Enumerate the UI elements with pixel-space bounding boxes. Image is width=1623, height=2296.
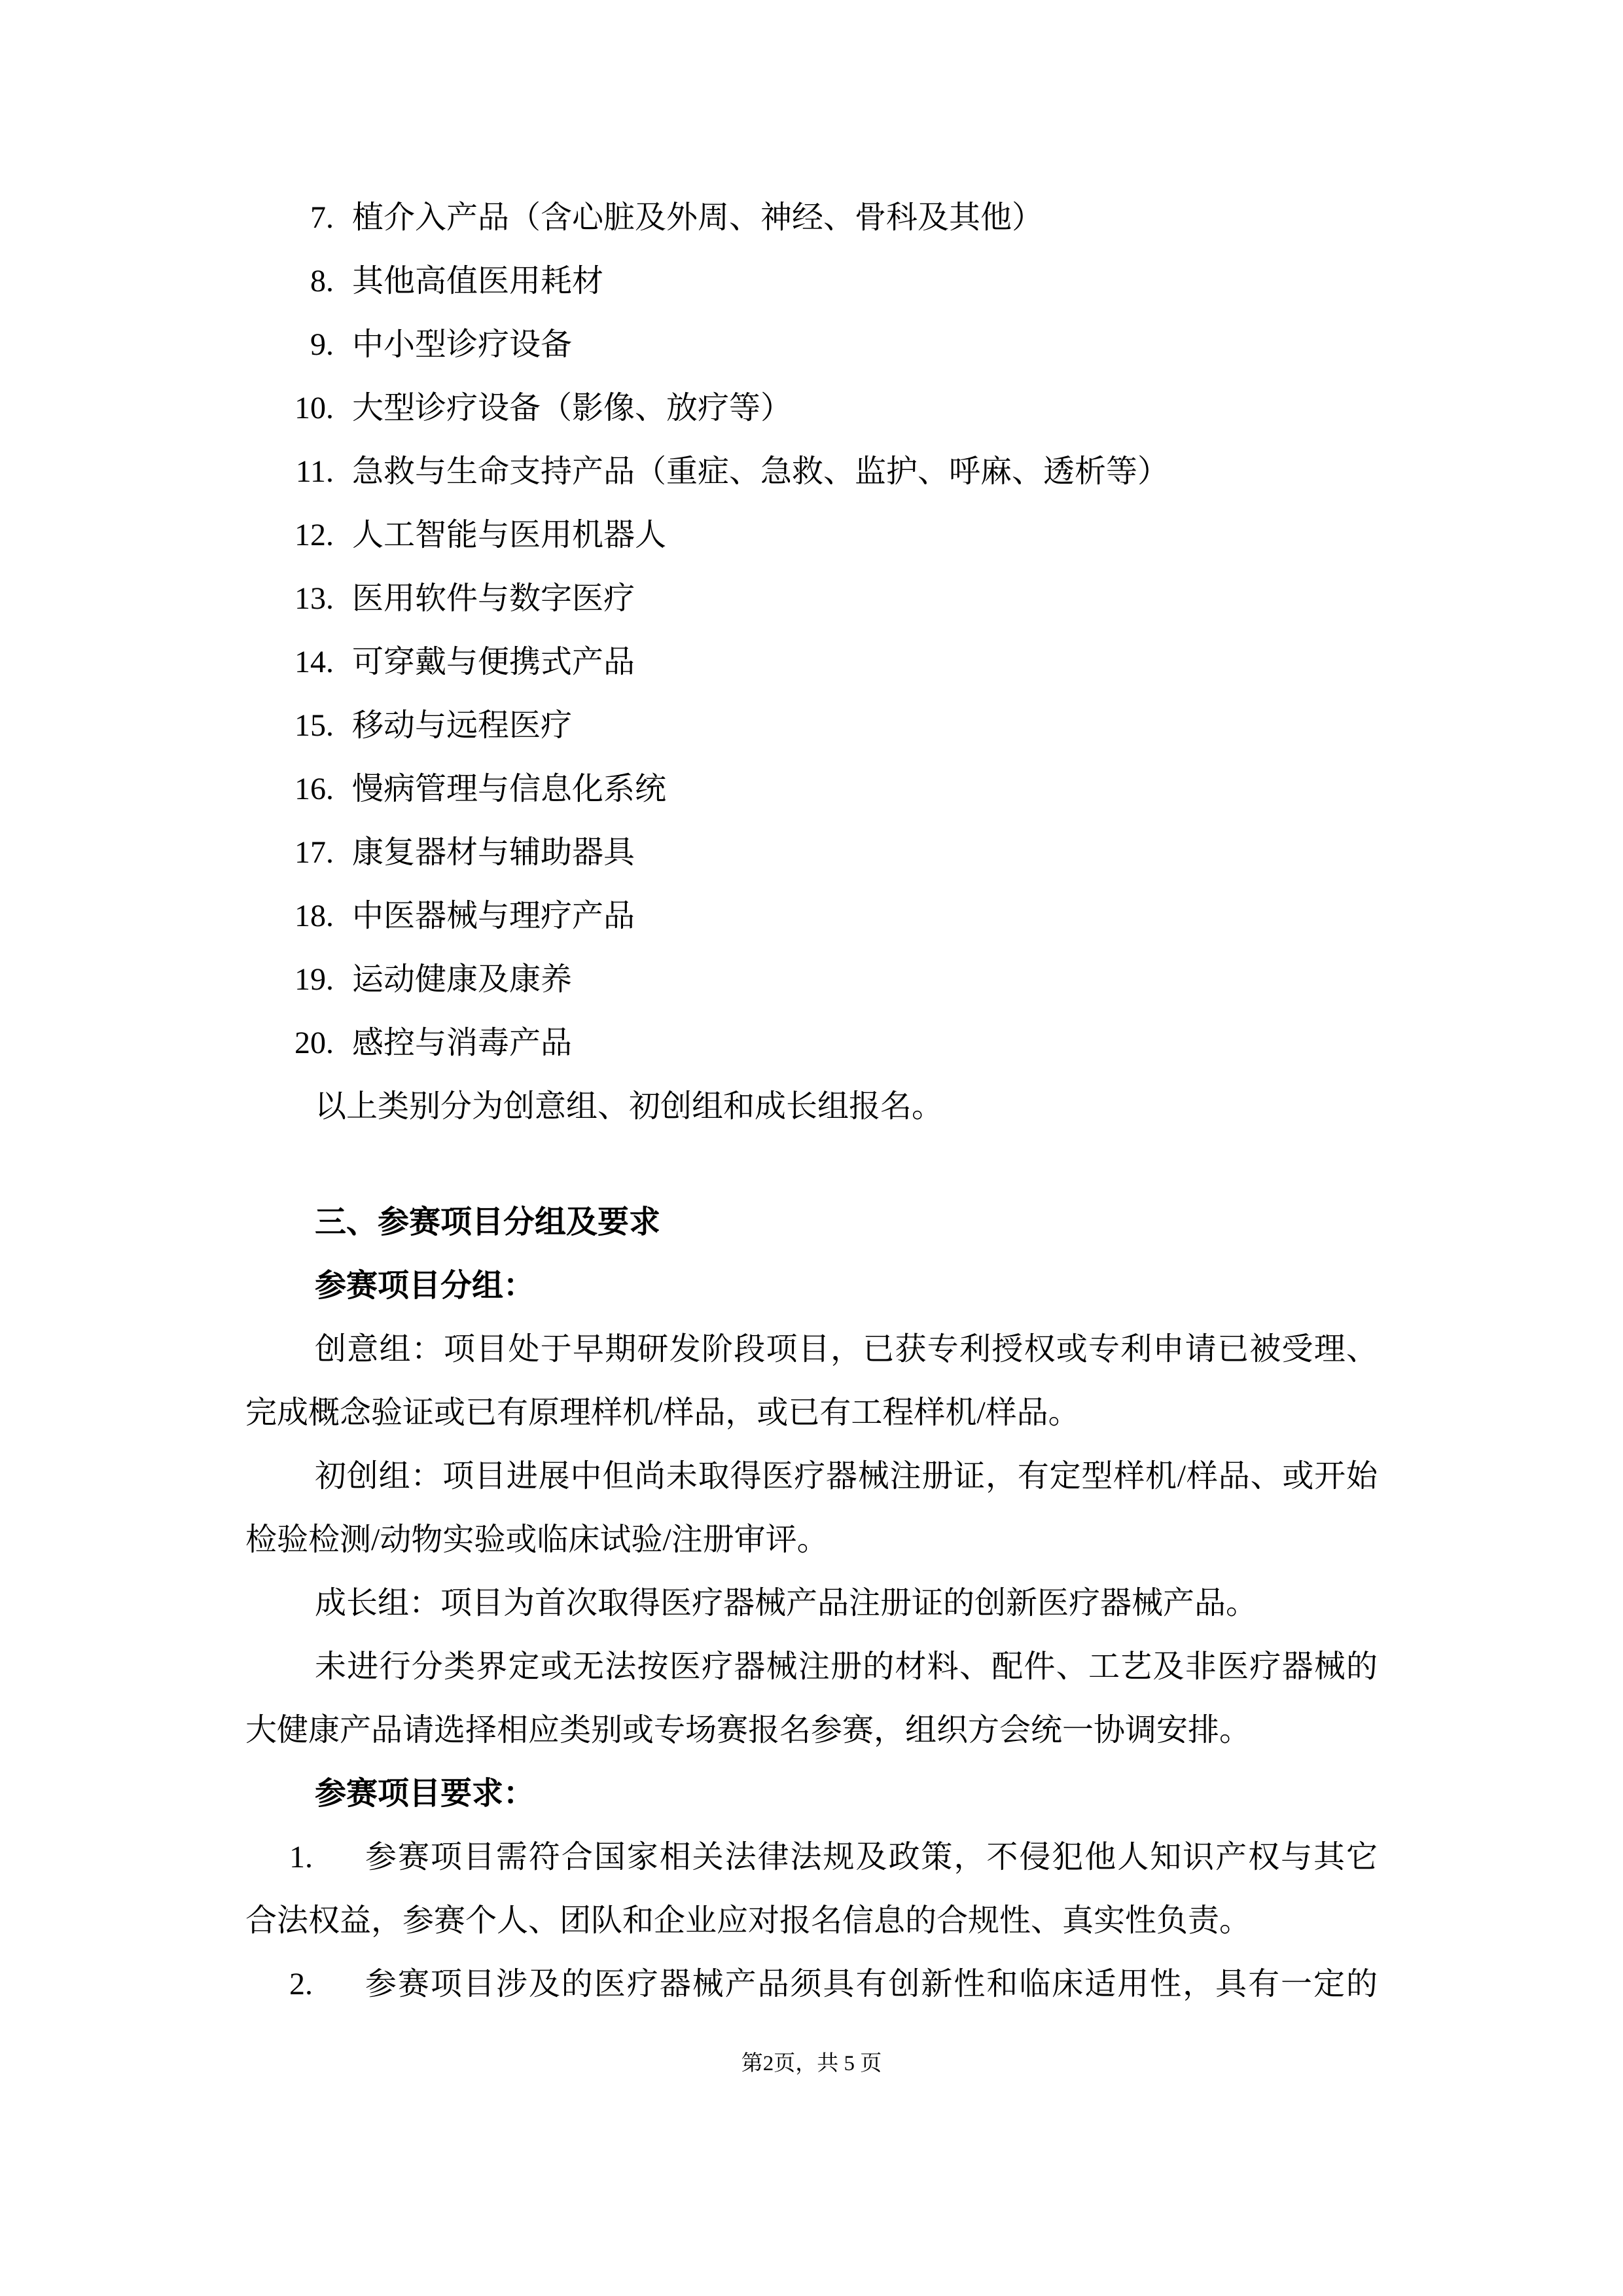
list-item-number: 19. [294, 962, 334, 997]
requirement-item [245, 1952, 1378, 2016]
list-item-text: 大型诊疗设备（影像、放疗等） [352, 391, 793, 425]
paragraph-line: 创意组：项目处于早期研发阶段项目，已获专利授权或专利申请已被受理、 [315, 1332, 1378, 1367]
list-item [245, 249, 1378, 313]
list-item-text: 可穿戴与便携式产品 [352, 645, 635, 679]
list-item-text: 植介入产品（含心脏及外周、神经、骨科及其他） [352, 200, 1044, 235]
document-body [245, 186, 1378, 2016]
requirement-text: 参赛项目需符合国家相关法律法规及政策，不侵犯他人知识产权与其它 [365, 1840, 1378, 1874]
list-item [245, 694, 1378, 757]
list-item [245, 186, 1378, 249]
list-item [245, 440, 1378, 503]
list-item-number: 16. [294, 772, 334, 806]
list-item-number: 10. [294, 391, 334, 425]
page-number-text: 第2页，共 5 页 [741, 2052, 882, 2075]
list-item [245, 757, 1378, 821]
list-item [245, 567, 1378, 630]
list-item-text: 慢病管理与信息化系统 [352, 772, 667, 806]
list-item [245, 884, 1378, 948]
paragraph-line: 完成概念验证或已有原理样机/样品，或已有工程样机/样品。 [245, 1395, 1080, 1430]
requirement-text: 参赛项目涉及的医疗器械产品须具有创新性和临床适用性，具有一定的 [365, 1967, 1378, 2001]
list-item-number: 18. [294, 899, 334, 933]
list-item-number: 9. [310, 327, 334, 362]
list-item-number: 13. [294, 581, 334, 616]
paragraph-line: 成长组：项目为首次取得医疗器械产品注册证的创新医疗器械产品。 [315, 1586, 1258, 1621]
list-item [245, 313, 1378, 376]
list-item-text: 中医器械与理疗产品 [352, 899, 635, 933]
list-item-text: 医用软件与数字医疗 [352, 581, 635, 616]
section-heading: 三、参赛项目分组及要求 [315, 1205, 661, 1240]
list-item-text: 康复器材与辅助器具 [352, 835, 635, 870]
list-item-text: 运动健康及康养 [352, 962, 573, 997]
list-item-text: 急救与生命支持产品（重症、急救、监护、呼麻、透析等） [352, 454, 1169, 489]
list-item-number: 8. [310, 264, 334, 298]
requirement-number: 2. [289, 1967, 313, 2001]
list-item-number: 12. [294, 518, 334, 552]
group-heading: 参赛项目分组： [315, 1268, 535, 1303]
paragraph-line: 大健康产品请选择相应类别或专场赛报名参赛，组织方会统一协调安排。 [245, 1713, 1251, 1748]
list-item-number: 15. [294, 708, 334, 743]
list-item [245, 503, 1378, 567]
requirement-number: 1. [289, 1840, 313, 1874]
list-item-text: 中小型诊疗设备 [352, 327, 573, 362]
list-item-text: 感控与消毒产品 [352, 1026, 573, 1060]
list-item-text: 其他高值医用耗材 [352, 264, 604, 298]
paragraph-line: 未进行分类界定或无法按医疗器械注册的材料、配件、工艺及非医疗器械的 [315, 1649, 1378, 1684]
list-item-number: 11. [295, 454, 334, 489]
list-item-number: 14. [294, 645, 334, 679]
list-item-number: 17. [294, 835, 334, 870]
list-item [245, 630, 1378, 694]
list-item [245, 1011, 1378, 1075]
list-item-number: 20. [294, 1026, 334, 1060]
closing-line: 以上类别分为创意组、初创组和成长组报名。 [315, 1089, 944, 1124]
list-item [245, 376, 1378, 440]
list-item [245, 821, 1378, 884]
paragraph-line: 合法权益，参赛个人、团队和企业应对报名信息的合规性、真实性负责。 [245, 1903, 1251, 1938]
list-item [245, 948, 1378, 1011]
list-item-text: 移动与远程医疗 [352, 708, 573, 743]
requirements-heading: 参赛项目要求： [315, 1776, 535, 1811]
requirement-item [245, 1825, 1378, 1889]
paragraph-line: 检验检测/动物实验或临床试验/注册审评。 [245, 1522, 829, 1557]
paragraph-line: 初创组：项目进展中但尚未取得医疗器械注册证，有定型样机/样品、或开始 [315, 1459, 1378, 1494]
page-footer [0, 2041, 1623, 2087]
list-item-number: 7. [310, 200, 334, 235]
list-item-text: 人工智能与医用机器人 [352, 518, 667, 552]
